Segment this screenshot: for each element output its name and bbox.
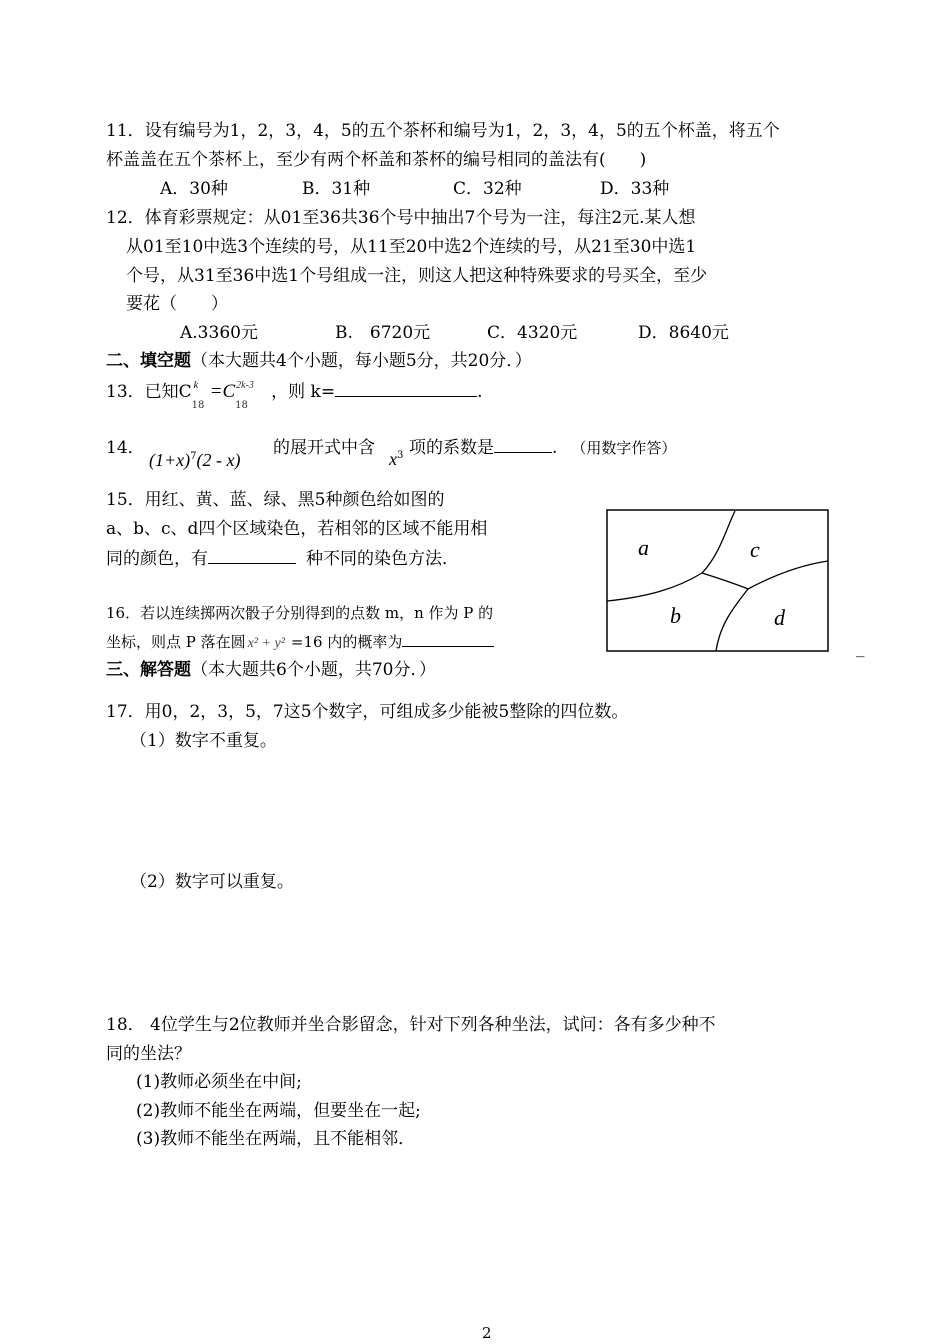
q13-c2-indices <box>235 380 271 411</box>
page-number: 2 <box>482 1324 492 1342</box>
q14-expr-a: (1+x) <box>149 450 191 470</box>
q11-line-2: 杯盖盖在五个茶杯上，至少有两个杯盖和茶杯的编号相同的盖法有( ) <box>106 150 647 170</box>
q13-equals-c: =C <box>209 381 236 402</box>
section-3-note: （本大题共6个小题，共70分．） <box>191 660 436 680</box>
q14-end: . <box>552 438 558 458</box>
region-label-d: d <box>774 605 785 630</box>
q17-part-2: （2）数字可以重复。 <box>130 872 294 892</box>
q13-c1-indices <box>191 380 210 411</box>
q13-c1-sub: 18 <box>191 400 205 411</box>
q14-expr-b: (2 - x) <box>196 450 241 470</box>
region-label-a: a <box>638 535 649 560</box>
q14-text-1: 的展开式中含 <box>273 438 375 458</box>
q13-c2-sub: 18 <box>235 400 248 411</box>
q14-answer-blank <box>494 452 552 453</box>
q14-number: 14． <box>106 438 145 458</box>
q14-expression <box>149 449 240 472</box>
q15-line-2: a、b、c、d四个区域染色，若相邻的区域不能用相 <box>106 519 488 539</box>
q13-prefix: 13．已知C <box>106 382 192 402</box>
q15-line-3a: 同的颜色，有 <box>106 549 208 569</box>
q16-line-1: 16．若以连续掷两次骰子分别得到的点数 m，n 作为 P 的 <box>106 604 494 622</box>
q18-line-1: 18． 4位学生与2位教师并坐合影留念，针对下列各种坐法，试问：各有多少种不 <box>106 1015 716 1035</box>
q14-var <box>389 448 403 471</box>
q14-exp-a: 7 <box>190 451 197 462</box>
q16-line-2b: =16 内的概率为 <box>290 633 403 651</box>
section-3-title: 三、解答题 <box>106 660 191 680</box>
q12-option-c: C．4320元 <box>487 323 578 343</box>
q11-line-1: 11．设有编号为1，2，3，4，5的五个茶杯和编号为1，2，3，4，5的五个杯盖，将五个 <box>106 121 780 141</box>
section-2-note: （本大题共4个小题，每小题5分，共20分．） <box>191 351 532 371</box>
q12-line-1: 12．体育彩票规定：从01至36共36个号中抽出7个号为一注，每注2元.某人想 <box>106 208 696 228</box>
q15-line-3b: 种不同的染色方法． <box>306 549 459 569</box>
q14-hint: （用数字作答） <box>571 439 677 457</box>
q13-end: . <box>477 382 483 402</box>
q18-part-2: (2)教师不能坐在两端，但要坐在一起; <box>136 1101 421 1121</box>
q14-rest <box>409 437 676 459</box>
section-2-title: 二、填空题 <box>106 351 191 371</box>
q14-var-x: x <box>389 449 397 469</box>
region-label-b: b <box>670 603 681 628</box>
q13-answer-blank <box>335 396 477 397</box>
q13-mid: ，则 k= <box>271 382 336 402</box>
q11-option-a: A．30种 <box>160 179 228 199</box>
q18-line-2: 同的坐法？ <box>106 1044 191 1064</box>
q12-option-d: D．8640元 <box>638 323 729 343</box>
q18-part-1: (1)教师必须坐在中间; <box>136 1072 302 1092</box>
q16-line-2 <box>106 631 494 655</box>
region-label-c: c <box>750 537 760 562</box>
q15-answer-blank <box>208 563 296 564</box>
q11-option-c: C．32种 <box>453 179 522 199</box>
q11-option-d: D．33种 <box>600 179 670 199</box>
q12-option-a: A.3360元 <box>180 323 258 343</box>
q18-part-3: (3)教师不能坐在两端，且不能相邻． <box>136 1129 416 1149</box>
q16-answer-blank <box>402 646 494 647</box>
q16-line-2a: 坐标，则点 P 落在圆 <box>106 633 246 651</box>
q13-line <box>106 380 483 411</box>
region-map-figure <box>606 509 830 654</box>
q17-part-1: （1）数字不重复。 <box>130 731 277 751</box>
q15-line-3 <box>106 548 459 570</box>
q14-var-exp: 3 <box>397 450 404 461</box>
q17-line-1: 17．用0，2，3，5，7这5个数字，可组成多少能被5整除的四位数。 <box>106 702 629 722</box>
section-2-heading <box>106 350 532 372</box>
q11-option-b: B．31种 <box>302 179 371 199</box>
q14-text-2: 项的系数是 <box>409 438 494 458</box>
q16-tail-mark: _ <box>856 638 865 658</box>
figure-border <box>607 510 828 651</box>
q16-circle: x² + y² <box>247 636 285 651</box>
section-3-heading <box>106 659 436 681</box>
q13-c2-sup: 2k-3 <box>236 380 254 391</box>
q12-line-4: 要花（ ） <box>126 294 228 314</box>
q15-line-1: 15．用红、黄、蓝、绿、黑5种颜色给如图的 <box>106 490 445 510</box>
q12-line-3: 个号，从31至36中选1个号组成一注，则这人把这种特殊要求的号买全，至少 <box>126 266 708 286</box>
q12-line-2: 从01至10中选3个连续的号，从11至20中选2个连续的号，从21至30中选1 <box>126 237 697 257</box>
q13-c1-sup: k <box>193 380 199 391</box>
q12-option-b: B. 6720元 <box>335 323 431 343</box>
